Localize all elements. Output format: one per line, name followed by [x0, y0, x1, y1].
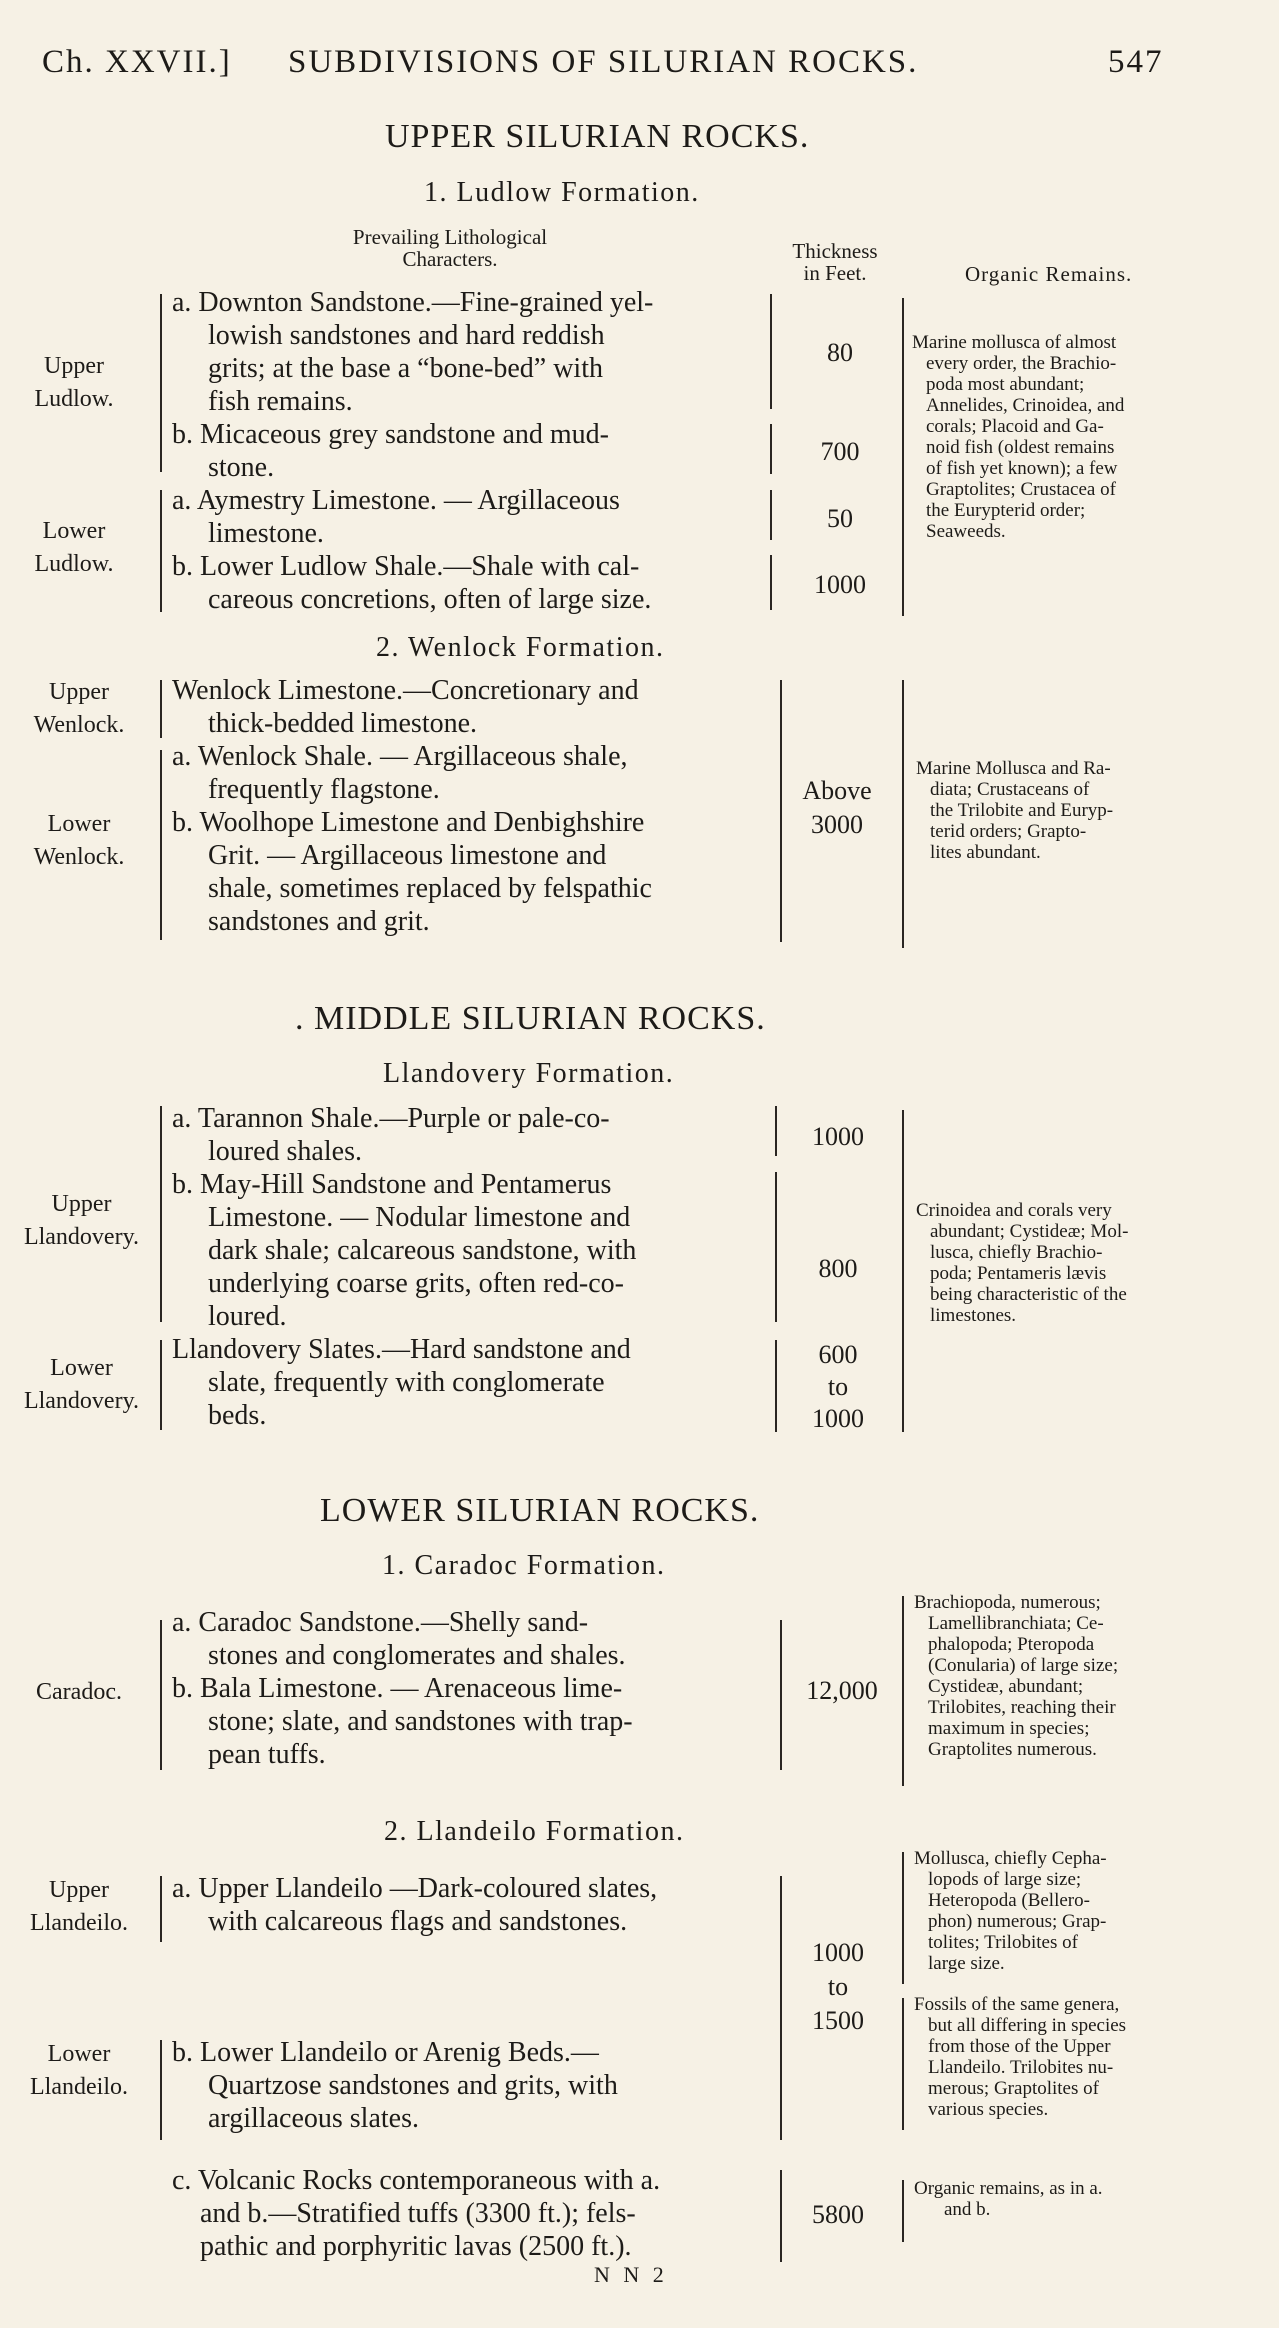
- bracket: [775, 1340, 777, 1432]
- bracket: [160, 750, 162, 940]
- bracket: [160, 1340, 162, 1430]
- lower-ludlow-label: Lower Ludlow.: [34, 518, 114, 577]
- bracket: [902, 1852, 904, 1984]
- thickness-column-header: Thickness in Feet.: [792, 239, 878, 285]
- signature-mark: N N 2: [594, 2262, 668, 2287]
- upper-silurian-title: UPPER SILURIAN ROCKS.: [385, 118, 810, 155]
- thickness-value: Above: [802, 776, 872, 805]
- bracket: [770, 555, 772, 610]
- llandovery-description: a. Tarannon Shale.—Purple or pale-co- loured shales. b. May-Hill Sandstone and Pentamerus Limestone. — Nodular limestone and dark shale; calcareous sandstone, with underlying coarse grits, often red-co- loured. Llandovery Slates.—Hard sandstone and slate, frequently with conglomerate beds.: [172, 1103, 637, 1431]
- upper-llandeilo-description: a. Upper Llandeilo —Dark-coloured slates, with calcareous flags and sandstones.: [172, 1873, 658, 1937]
- bracket: [160, 680, 162, 738]
- bracket: [160, 1876, 162, 1942]
- thickness-value: 1000: [812, 1404, 864, 1433]
- middle-silurian-title: . MIDDLE SILURIAN ROCKS.: [295, 1000, 766, 1037]
- wenlock-formation-title: 2. Wenlock Formation.: [376, 632, 665, 663]
- llandovery-formation-title: Llandovery Formation.: [383, 1058, 675, 1089]
- bracket: [770, 294, 772, 409]
- thickness-value: 1500: [812, 2006, 864, 2035]
- bracket: [160, 1620, 162, 1770]
- caradoc-description: a. Caradoc Sandstone.—Shelly sand- stones and conglomerates and shales. b. Bala Limestone. — Arenaceous lime- stone; slate, and sandstones with trap- pean tuffs.: [172, 1607, 633, 1770]
- thickness-value: 80: [827, 338, 853, 367]
- bracket: [160, 2040, 162, 2140]
- wenlock-description: Wenlock Limestone.—Concretionary and thick-bedded limestone. a. Wenlock Shale. — Argillaceous shale, frequently flagstone. b. Woolhope Limestone and Denbighshire Grit. — Argillaceous limestone and shale, sometimes replaced by felspathic sandstones and grit.: [172, 675, 652, 937]
- thickness-value: to: [827, 1372, 849, 1401]
- upper-ludlow-label: Upper Ludlow.: [34, 353, 114, 412]
- bracket: [902, 2180, 904, 2242]
- page-number: 547: [1108, 44, 1164, 80]
- bracket: [780, 680, 782, 942]
- upper-llandovery-label: Upper Llandovery.: [23, 1191, 140, 1250]
- bracket: [160, 1106, 162, 1322]
- bracket: [780, 2170, 782, 2262]
- thickness-value: 1000: [812, 1938, 864, 1967]
- lower-llandeilo-description: b. Lower Llandeilo or Arenig Beds.— Quartzose sandstones and grits, with argillaceous slates.: [172, 2037, 618, 2134]
- bracket: [775, 1106, 777, 1156]
- bracket: [902, 1596, 904, 1786]
- upper-wenlock-label: Upper Wenlock.: [33, 679, 125, 738]
- caradoc-label: Caradoc.: [36, 1679, 122, 1705]
- thickness-value: 3000: [811, 810, 863, 839]
- bracket: [902, 1998, 904, 2130]
- bracket: [770, 490, 772, 540]
- thickness-value: 12,000: [806, 1676, 878, 1705]
- bracket: [902, 680, 904, 948]
- bracket: [902, 1110, 904, 1432]
- llandovery-organic-remains: Crinoidea and corals very abundant; Cystideæ; Mol- lusca, chiefly Brachio- poda; Pentameris lævis being characteristic of the limestones.: [916, 1200, 1129, 1326]
- lower-wenlock-label: Lower Wenlock.: [33, 811, 125, 870]
- organic-remains-column-header: Organic Remains.: [965, 262, 1133, 286]
- volcanic-organic-remains: Organic remains, as in a. and b.: [914, 2178, 1103, 2220]
- lower-llandeilo-organic-remains: Fossils of the same genera, but all differing in species from those of the Upper Llandeilo. Trilobites nu- merous; Graptolites of various species.: [914, 1994, 1127, 2120]
- ludlow-formation-title: 1. Ludlow Formation.: [424, 177, 700, 208]
- bracket: [902, 298, 904, 616]
- volcanic-rocks-description: c. Volcanic Rocks contemporaneous with a. and b.—Stratified tuffs (3300 ft.); fels- pathic and porphyritic lavas (2500 ft.).: [172, 2165, 661, 2262]
- lower-llandeilo-label: Lower Llandeilo.: [30, 2041, 128, 2100]
- llandeilo-formation-title: 2. Llandeilo Formation.: [384, 1816, 685, 1847]
- bracket: [160, 490, 162, 612]
- caradoc-formation-title: 1. Caradoc Formation.: [382, 1550, 666, 1581]
- wenlock-organic-remains: Marine Mollusca and Ra- diata; Crustaceans of the Trilobite and Euryp- terid orders; Grapto- lites abundant.: [916, 758, 1114, 863]
- thickness-value: 5800: [812, 2200, 864, 2229]
- bracket: [780, 1876, 782, 2140]
- chapter-marker: Ch. XXVII.]: [42, 44, 232, 80]
- thickness-value: 50: [827, 504, 853, 533]
- upper-llandeilo-organic-remains: Mollusca, chiefly Cepha- lopods of large size; Heteropoda (Bellero- phon) numerous; Grap- tolites; Trilobites of large size.: [914, 1848, 1107, 1974]
- ludlow-organic-remains: Marine mollusca of almost every order, the Brachio- poda most abundant; Annelides, Crinoidea, and corals; Placoid and Ga- noid fish (oldest remains of fish yet known); a few Graptolites; Crustacea of the Eurypterid order; Seaweeds.: [912, 332, 1125, 542]
- characters-column-header: Prevailing Lithological Characters.: [352, 225, 548, 271]
- thickness-value: 800: [818, 1254, 858, 1283]
- running-title: SUBDIVISIONS OF SILURIAN ROCKS.: [288, 44, 919, 80]
- bracket: [775, 1172, 777, 1322]
- thickness-value: to: [827, 1972, 849, 2001]
- lower-silurian-title: LOWER SILURIAN ROCKS.: [320, 1492, 760, 1529]
- bracket: [160, 294, 162, 472]
- lower-llandovery-label: Lower Llandovery.: [23, 1355, 140, 1414]
- bracket: [780, 1620, 782, 1770]
- bracket: [770, 424, 772, 474]
- thickness-value: 1000: [814, 570, 866, 599]
- ludlow-description: a. Downton Sandstone.—Fine-grained yel- lowish sandstones and hard reddish grits; at the base a “bone-bed” with fish remains. b. Micaceous grey sandstone and mud- stone. a. Aymestry Limestone. — Argillaceous limestone. b. Lower Ludlow Shale.—Shale with cal- careous concretions, often of large size.: [172, 287, 654, 615]
- thickness-value: 700: [820, 437, 860, 466]
- thickness-value: 600: [818, 1340, 858, 1369]
- caradoc-organic-remains: Brachiopoda, numerous; Lamellibranchiata; Ce- phalopoda; Pteropoda (Conularia) of large size; Cystideæ, abundant; Trilobites, reaching their maximum in species; Graptolites numerous.: [914, 1592, 1119, 1760]
- upper-llandeilo-label: Upper Llandeilo.: [30, 1877, 128, 1936]
- thickness-value: 1000: [812, 1122, 864, 1151]
